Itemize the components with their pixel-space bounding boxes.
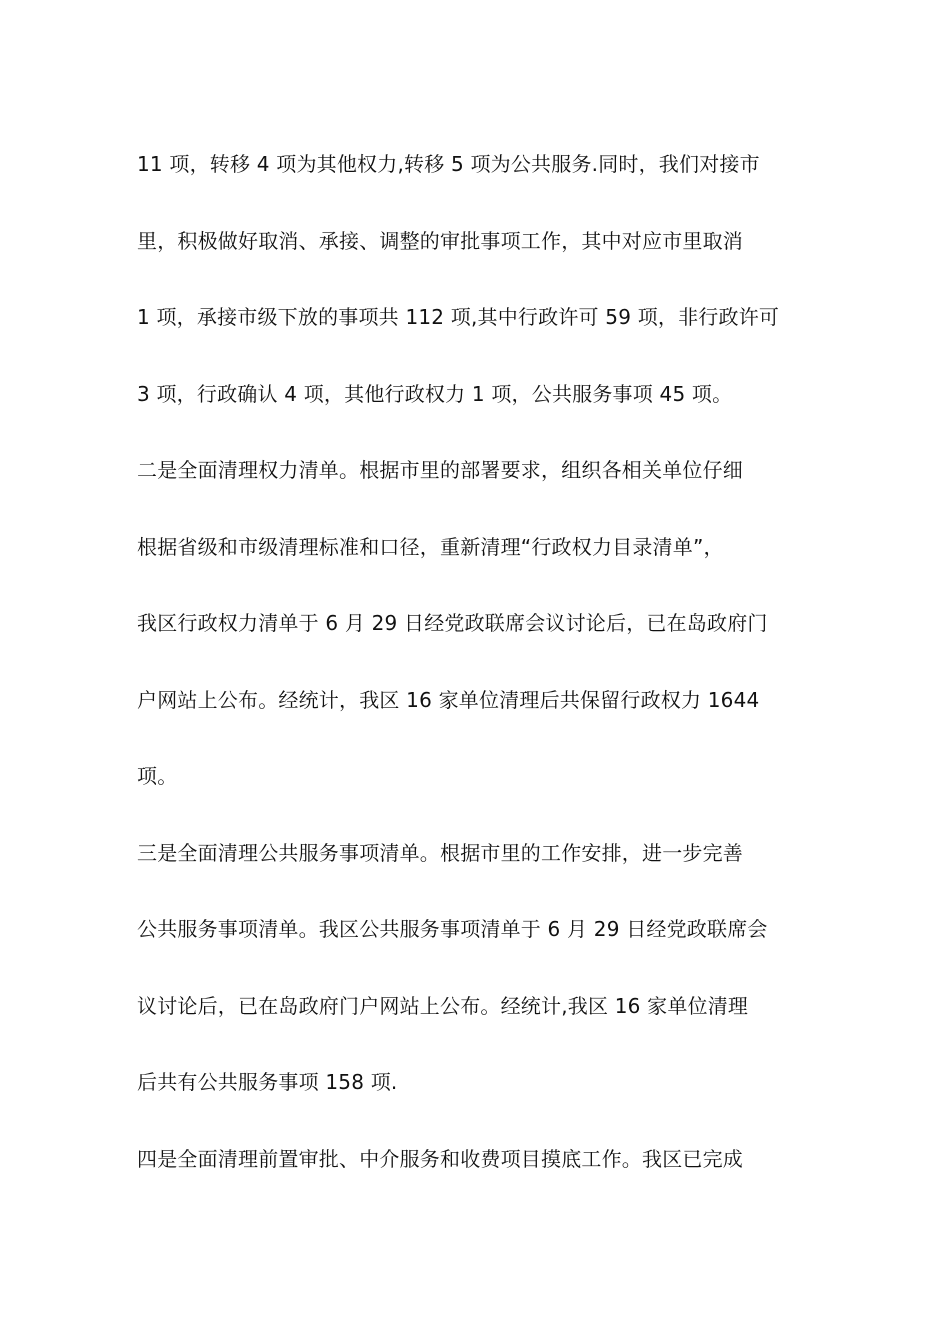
text-line: 根据省级和市级清理标准和口径，重新清理“行政权力目录清单”， xyxy=(137,534,724,559)
text-line: 里，积极做好取消、承接、调整的审批事项工作，其中对应市里取消 xyxy=(137,228,743,253)
text-line: 1 项，承接市级下放的事项共 112 项,其中行政许可 59 项，非行政许可 xyxy=(137,305,780,329)
text-line: 项。 xyxy=(137,764,178,788)
text-line: 议讨论后，已在岛政府门户网站上公布。经统计,我区 16 家单位清理 xyxy=(137,993,749,1018)
section-heading-line: 四是全面清理前置审批、中介服务和收费项目摸底工作。我区已完成 xyxy=(137,1146,743,1171)
section-heading-line: 二是全面清理权力清单。根据市里的部署要求，组织各相关单位仔细 xyxy=(137,458,743,482)
text-line: 我区行政权力清单于 6 月 29 日经党政联席会议讨论后，已在岛政府门 xyxy=(137,611,768,635)
body-text xyxy=(137,142,817,1213)
text-line: 户网站上公布。经统计，我区 16 家单位清理后共保留行政权力 1644 xyxy=(137,687,760,712)
text-line: 公共服务事项清单。我区公共服务事项清单于 6 月 29 日经党政联席会 xyxy=(137,917,768,941)
section-heading-line: 三是全面清理公共服务事项清单。根据市里的工作安排，进一步完善 xyxy=(137,840,743,865)
text-line: 11 项，转移 4 项为其他权力,转移 5 项为公共服务.同时，我们对接市 xyxy=(137,152,760,176)
text-line: 3 项，行政确认 4 项，其他行政权力 1 项，公共服务事项 45 项。 xyxy=(137,381,733,406)
text-line: 后共有公共服务事项 158 项. xyxy=(137,1070,398,1094)
